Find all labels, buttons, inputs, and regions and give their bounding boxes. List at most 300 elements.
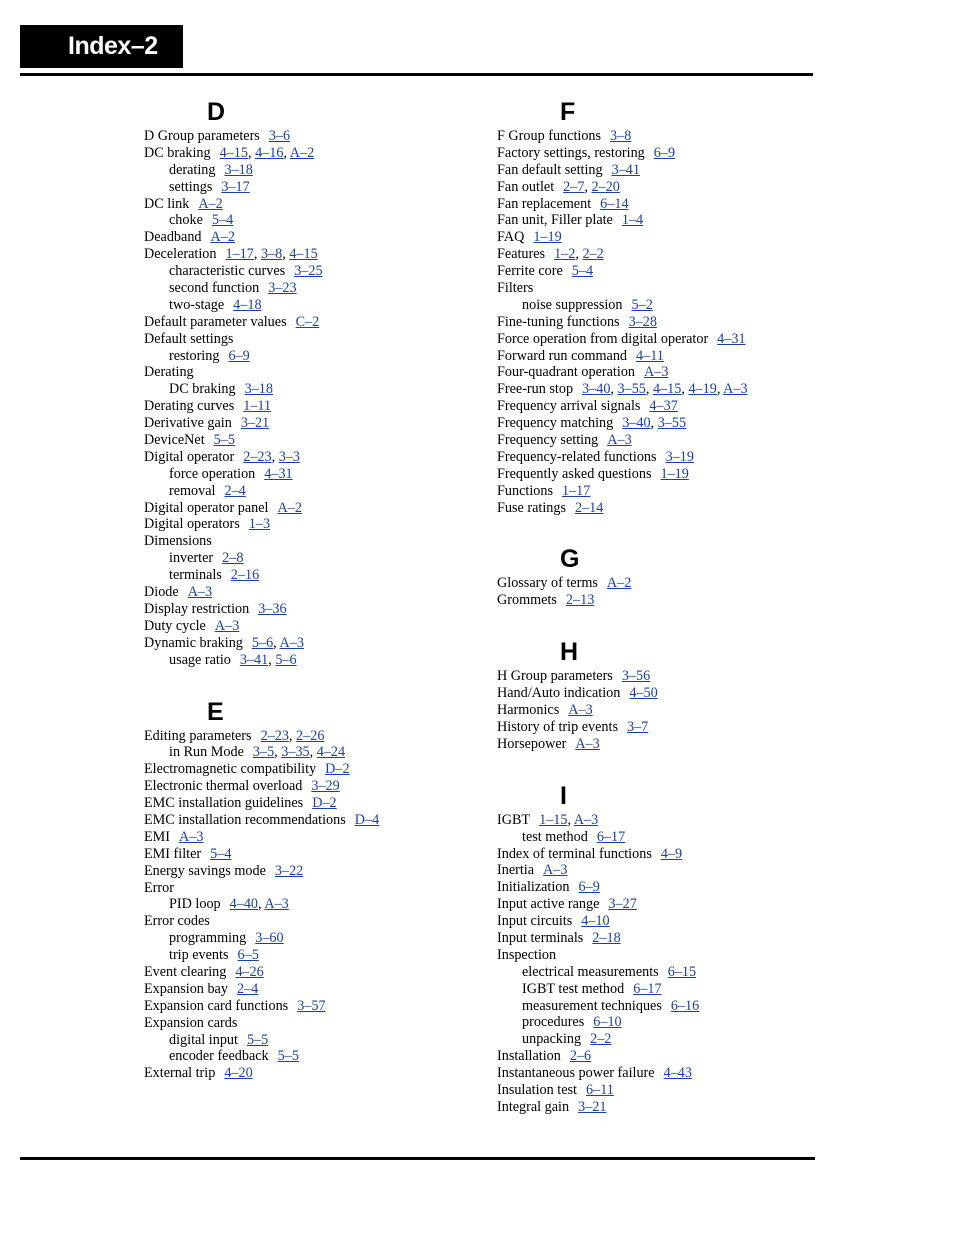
index-entry xyxy=(497,685,827,702)
index-term: Initialization xyxy=(497,879,570,896)
index-subentry: in Run Mode 3–5, 3–35, 4–24 xyxy=(169,744,346,761)
page-reference-link[interactable]: 2–7 xyxy=(563,178,585,195)
page-reference-link[interactable]: 3–21 xyxy=(578,1098,607,1115)
index-term: procedures xyxy=(522,1014,585,1031)
index-term: Hand/Auto indication xyxy=(497,685,621,702)
page-reference-link[interactable]: 4–15 xyxy=(219,144,248,161)
page-reference-link[interactable]: 1–17 xyxy=(225,246,254,263)
page-reference-link[interactable]: 1–15 xyxy=(539,811,568,828)
index-term: DC braking xyxy=(144,144,211,161)
page-reference-link[interactable]: 3–60 xyxy=(255,930,284,947)
page-reference-link[interactable]: 5–4 xyxy=(211,212,234,229)
index-term: Default settings xyxy=(144,330,234,347)
index-entry xyxy=(497,263,827,280)
index-term: Dimensions xyxy=(144,533,212,550)
index-entry xyxy=(497,348,827,365)
index-subentry xyxy=(144,483,474,500)
index-term: D Group parameters xyxy=(144,128,260,144)
page-reference-link[interactable]: 6–17 xyxy=(633,980,662,997)
page-reference-link[interactable]: D–2 xyxy=(325,761,350,778)
page-reference-link[interactable]: 3–56 xyxy=(621,668,651,685)
index-entry xyxy=(144,863,474,880)
page-reference-link[interactable]: 1–11 xyxy=(243,398,272,415)
section-letter-i: I xyxy=(560,781,567,810)
page-reference-link[interactable]: 4–24 xyxy=(316,744,346,761)
section-letter-e: E xyxy=(207,697,224,726)
page-reference-link[interactable]: A–3 xyxy=(573,811,599,828)
index-entry xyxy=(144,500,474,517)
index-term: Frequently asked questions xyxy=(497,465,652,482)
index-entry xyxy=(497,702,827,719)
index-entry xyxy=(144,314,474,331)
page-reference-link[interactable]: 2–8 xyxy=(222,550,244,567)
index-term: IGBT test method xyxy=(522,980,625,997)
section-letter-d: D xyxy=(207,98,226,126)
index-entry xyxy=(497,364,827,381)
page-reference-link[interactable]: 2–23 xyxy=(260,727,289,744)
index-term: Fine-tuning functions xyxy=(497,313,620,330)
page-reference-link[interactable]: 2–23 xyxy=(243,448,272,465)
index-term: settings xyxy=(169,178,213,195)
page-reference-link[interactable]: 3–41 xyxy=(611,161,640,178)
index-entry: Editing parameters 2–23, 2–26 xyxy=(144,727,325,744)
index-term: Fan unit, Filler plate xyxy=(497,212,613,229)
index-term: External trip xyxy=(144,1065,216,1082)
page-reference-link[interactable]: A–3 xyxy=(607,432,632,449)
page-reference-link[interactable]: A–3 xyxy=(179,828,204,845)
index-term: EMC installation guidelines xyxy=(144,795,304,812)
index-entry xyxy=(497,592,827,609)
index-entry xyxy=(144,128,474,145)
page-reference-link[interactable]: 4–15 xyxy=(652,381,682,398)
page-reference-link[interactable]: 2–20 xyxy=(591,178,620,195)
page-reference-link[interactable]: 3–35 xyxy=(281,744,310,761)
page-reference-link[interactable]: A–3 xyxy=(568,702,593,719)
index-entry xyxy=(144,364,474,381)
page-reference-link[interactable]: 3–18 xyxy=(224,161,253,178)
index-term: characteristic curves xyxy=(169,263,286,280)
page-reference-link[interactable]: A–2 xyxy=(289,144,315,161)
index-entry xyxy=(144,913,474,930)
page-reference-link[interactable]: A–3 xyxy=(214,617,240,634)
index-entry xyxy=(144,829,474,846)
index-term: Expansion bay xyxy=(144,980,228,997)
page-reference-link[interactable]: 4–10 xyxy=(581,913,610,930)
page-reference-link[interactable]: 2–4 xyxy=(224,482,246,499)
page-reference-link[interactable]: A–3 xyxy=(644,364,669,381)
index-entry xyxy=(144,880,474,897)
index-term: Features xyxy=(497,246,546,263)
page-reference-link[interactable]: 3–19 xyxy=(665,448,694,465)
page-reference-link[interactable]: 2–6 xyxy=(569,1048,592,1065)
page-reference-link[interactable]: 4–19 xyxy=(688,381,717,398)
index-entry xyxy=(497,575,827,592)
page-reference-link[interactable]: 5–5 xyxy=(277,1048,299,1065)
index-entry xyxy=(144,584,474,601)
index-subentry xyxy=(144,567,474,584)
index-subentry xyxy=(144,280,474,297)
page-reference-link[interactable]: 3–6 xyxy=(268,128,291,144)
index-subentry xyxy=(497,1031,827,1048)
index-entry xyxy=(497,1099,827,1116)
index-term: Event clearing xyxy=(144,963,227,980)
index-entry xyxy=(497,432,827,449)
index-term: electrical measurements xyxy=(522,963,659,980)
index-term: Input active range xyxy=(497,896,600,913)
index-column-left xyxy=(144,97,474,1082)
page-reference-link[interactable]: A–3 xyxy=(543,862,568,879)
page-reference-link[interactable]: 6–14 xyxy=(600,195,629,212)
page-reference-link[interactable]: 6–5 xyxy=(237,947,259,964)
page-reference-link[interactable]: 1–4 xyxy=(621,212,644,229)
page-reference-link[interactable]: 4–15 xyxy=(289,246,318,263)
index-column-right xyxy=(497,97,827,1116)
index-term: DeviceNet xyxy=(144,432,205,449)
index-term: Derating xyxy=(144,364,194,381)
index-term: IGBT xyxy=(497,811,531,828)
page-reference-link[interactable]: A–2 xyxy=(210,229,235,246)
index-term: derating xyxy=(169,161,216,178)
page-reference-link[interactable]: 3–25 xyxy=(294,263,323,280)
page-reference-link[interactable]: 2–13 xyxy=(565,592,595,609)
index-term: FAQ xyxy=(497,229,525,246)
index-entry xyxy=(144,331,474,348)
page-reference-link[interactable]: A–3 xyxy=(723,381,748,398)
index-term: Index of terminal functions xyxy=(497,845,652,862)
index-term: Factory settings, restoring xyxy=(497,144,645,161)
page-reference-link[interactable]: 3–7 xyxy=(626,718,649,735)
index-term: test method xyxy=(522,828,588,845)
index-subentry xyxy=(497,998,827,1015)
index-term: Functions xyxy=(497,482,553,499)
index-term: trip events xyxy=(169,947,229,964)
index-term: force operation xyxy=(169,465,256,482)
index-term: measurement techniques xyxy=(522,997,662,1014)
index-entry xyxy=(497,212,827,229)
index-entry: Digital operator 2–23, 3–3 xyxy=(144,448,300,465)
index-subentry: usage ratio 3–41, 5–6 xyxy=(169,651,297,668)
index-entry xyxy=(144,846,474,863)
index-term: Input terminals xyxy=(497,929,584,946)
page-reference-link[interactable]: 4–37 xyxy=(649,398,678,415)
index-entry: Features 1–2, 2–2 xyxy=(497,246,604,263)
page-reference-link[interactable]: 3–29 xyxy=(311,778,340,795)
index-entry xyxy=(497,1082,827,1099)
index-entry xyxy=(144,398,474,415)
page-reference-link[interactable]: D–4 xyxy=(354,811,380,828)
index-entry xyxy=(144,1015,474,1032)
index-entry xyxy=(497,1065,827,1082)
index-term: removal xyxy=(169,482,216,499)
index-term: in Run Mode xyxy=(169,744,244,761)
index-entry xyxy=(144,533,474,550)
index-subentry xyxy=(144,466,474,483)
page-reference-link[interactable]: 2–16 xyxy=(230,567,260,584)
index-term: Electronic thermal overload xyxy=(144,778,303,795)
index-term: Electromagnetic compatibility xyxy=(144,761,317,778)
page-reference-link[interactable]: 4–43 xyxy=(663,1065,692,1082)
index-term: Frequency-related functions xyxy=(497,448,657,465)
index-entry: Deceleration 1–17, 3–8, 4–15 xyxy=(144,246,318,263)
page-reference-link[interactable]: 4–16 xyxy=(255,144,284,161)
index-term: Frequency arrival signals xyxy=(497,398,641,415)
page-reference-link[interactable]: 2–26 xyxy=(296,727,325,744)
page-reference-link[interactable]: 1–19 xyxy=(533,229,562,246)
section-letter-h: H xyxy=(560,638,579,667)
page-reference-link[interactable]: 1–19 xyxy=(660,465,689,482)
page-reference-link[interactable]: 5–5 xyxy=(213,432,235,449)
index-term: Derivative gain xyxy=(144,415,232,432)
page-reference-link[interactable]: 4–20 xyxy=(224,1065,253,1082)
page-reference-link[interactable]: 3–57 xyxy=(297,997,326,1014)
page-title: Index–2 xyxy=(68,32,158,60)
index-entry xyxy=(497,930,827,947)
page-reference-link[interactable]: 3–8 xyxy=(260,246,283,263)
index-entry xyxy=(497,846,827,863)
page-reference-link[interactable]: 5–4 xyxy=(571,263,594,280)
index-entry xyxy=(144,1065,474,1082)
index-subentry xyxy=(497,964,827,981)
index-term: restoring xyxy=(169,347,220,364)
index-entry xyxy=(144,964,474,981)
page-reference-link[interactable]: 4–9 xyxy=(660,845,683,862)
index-term: Fan default setting xyxy=(497,161,603,178)
index-subentry xyxy=(497,1014,827,1031)
page-reference-link[interactable]: A–3 xyxy=(279,634,304,651)
index-term: Grommets xyxy=(497,592,557,609)
page-reference-link[interactable]: 3–3 xyxy=(278,448,300,465)
index-subentry xyxy=(144,263,474,280)
page-reference-link[interactable]: 1–3 xyxy=(248,516,271,533)
index-term: noise suppression xyxy=(522,296,623,313)
index-term: terminals xyxy=(169,567,222,584)
page-reference-link[interactable]: A–2 xyxy=(198,195,223,212)
index-entry xyxy=(497,466,827,483)
page-reference-link[interactable]: 3–55 xyxy=(657,415,687,432)
index-entry xyxy=(497,862,827,879)
index-entry xyxy=(497,280,827,297)
index-subentry xyxy=(144,162,474,179)
index-term: Duty cycle xyxy=(144,617,206,634)
index-term: choke xyxy=(169,212,203,229)
index-term: Diode xyxy=(144,584,179,601)
page-reference-link[interactable]: 3–27 xyxy=(608,896,637,913)
section-letter-g: G xyxy=(560,545,580,574)
page-reference-link[interactable]: 6–9 xyxy=(578,879,600,896)
page-reference-link[interactable]: 4–31 xyxy=(264,465,293,482)
index-entry xyxy=(144,778,474,795)
index-term: Digital operators xyxy=(144,516,240,533)
index-entry xyxy=(144,432,474,449)
index-entry xyxy=(144,196,474,213)
page-reference-link[interactable]: 6–11 xyxy=(586,1081,614,1098)
page-reference-link[interactable]: D–2 xyxy=(312,795,337,812)
index-term: Inspection xyxy=(497,946,557,963)
page-reference-link[interactable]: 3–55 xyxy=(617,381,646,398)
index-term: Error codes xyxy=(144,913,210,930)
index-term: Fuse ratings xyxy=(497,499,566,516)
index-term: DC braking xyxy=(169,381,236,398)
page-reference-link[interactable]: 3–17 xyxy=(221,178,250,195)
index-entry xyxy=(144,981,474,998)
index-subentry: PID loop 4–40, A–3 xyxy=(169,896,289,913)
page-reference-link[interactable]: 2–18 xyxy=(592,929,621,946)
index-subentry xyxy=(144,381,474,398)
page-reference-link[interactable]: 5–6 xyxy=(251,634,274,651)
index-entry xyxy=(497,913,827,930)
index-subentry xyxy=(497,297,827,314)
index-term: programming xyxy=(169,930,247,947)
index-subentry xyxy=(144,348,474,365)
index-subentry xyxy=(144,297,474,314)
top-divider xyxy=(20,73,813,76)
page-reference-link[interactable]: 3–23 xyxy=(268,280,297,297)
index-term: Display restriction xyxy=(144,600,250,617)
index-entry xyxy=(144,761,474,778)
page-reference-link[interactable]: 5–5 xyxy=(246,1031,269,1048)
index-term: EMI xyxy=(144,828,171,845)
page-reference-link[interactable]: 6–16 xyxy=(670,997,700,1014)
page-reference-link[interactable]: 3–22 xyxy=(274,862,304,879)
index-term: History of trip events xyxy=(497,718,618,735)
page-reference-link[interactable]: 3–40 xyxy=(582,381,611,398)
index-term: usage ratio xyxy=(169,651,231,668)
page-reference-link[interactable]: 1–17 xyxy=(561,482,591,499)
page-reference-link[interactable]: 3–5 xyxy=(252,744,275,761)
index-term: Glossary of terms xyxy=(497,575,598,592)
page-reference-link[interactable]: 3–28 xyxy=(628,313,657,330)
index-entry xyxy=(497,162,827,179)
page-reference-link[interactable]: 2–2 xyxy=(590,1031,612,1048)
index-entry xyxy=(497,879,827,896)
index-entry xyxy=(144,415,474,432)
index-entry xyxy=(144,601,474,618)
index-entry xyxy=(497,145,827,162)
index-subentry xyxy=(497,981,827,998)
bottom-divider xyxy=(20,1157,815,1160)
index-term: H Group parameters xyxy=(497,668,613,685)
index-term: Digital operator panel xyxy=(144,499,269,516)
index-term: Harmonics xyxy=(497,702,560,719)
index-entry xyxy=(497,736,827,753)
index-term: Force operation from digital operator xyxy=(497,330,709,347)
page-reference-link[interactable]: A–2 xyxy=(277,499,302,516)
page-reference-link[interactable]: 5–6 xyxy=(275,651,297,668)
page-reference-link[interactable]: 6–9 xyxy=(228,347,250,364)
page-reference-link[interactable]: 4–18 xyxy=(233,296,262,313)
index-term: Dynamic braking xyxy=(144,634,243,651)
index-entry xyxy=(497,483,827,500)
index-entry xyxy=(497,331,827,348)
index-entry xyxy=(497,314,827,331)
index-entry xyxy=(497,947,827,964)
section-letter-f: F xyxy=(560,98,576,126)
index-term: Frequency matching xyxy=(497,415,614,432)
index-entry: IGBT 1–15, A–3 xyxy=(497,811,599,828)
page-reference-link[interactable]: 3–36 xyxy=(258,600,287,617)
index-term: Ferrite core xyxy=(497,263,563,280)
index-entry xyxy=(144,516,474,533)
index-term: Deceleration xyxy=(144,246,217,263)
index-term: Energy savings mode xyxy=(144,862,266,879)
page-reference-link[interactable]: 4–11 xyxy=(636,347,664,364)
index-entry: Frequency matching 3–40, 3–55 xyxy=(497,415,687,432)
page-reference-link[interactable]: 6–15 xyxy=(667,963,697,980)
page-reference-link[interactable]: 3–41 xyxy=(239,651,269,668)
page-reference-link[interactable]: 6–9 xyxy=(653,144,676,161)
index-term: Integral gain xyxy=(497,1098,570,1115)
page-reference-link[interactable]: 2–14 xyxy=(574,499,604,516)
page-reference-link[interactable]: 4–31 xyxy=(717,330,746,347)
index-entry xyxy=(497,398,827,415)
index-subentry xyxy=(144,930,474,947)
page-reference-link[interactable]: 2–2 xyxy=(582,246,604,263)
index-subentry xyxy=(144,212,474,229)
index-term: Editing parameters xyxy=(144,727,252,744)
index-term: EMC installation recommendations xyxy=(144,811,346,828)
index-term: Derating curves xyxy=(144,398,235,415)
page-reference-link[interactable]: 4–50 xyxy=(629,685,658,702)
index-term: Forward run command xyxy=(497,347,628,364)
page-reference-link[interactable]: 4–40 xyxy=(229,896,259,913)
index-entry xyxy=(144,229,474,246)
index-term: Frequency setting xyxy=(497,432,599,449)
page-reference-link[interactable]: 6–10 xyxy=(593,1014,622,1031)
page-reference-link[interactable]: 3–40 xyxy=(622,415,651,432)
index-term: Insulation test xyxy=(497,1081,577,1098)
page-reference-link[interactable]: 3–18 xyxy=(244,381,273,398)
index-term: PID loop xyxy=(169,896,221,913)
index-term: Expansion cards xyxy=(144,1014,238,1031)
page-reference-link[interactable]: A–3 xyxy=(187,584,213,601)
index-term: Expansion card functions xyxy=(144,997,289,1014)
index-entry xyxy=(144,795,474,812)
index-entry xyxy=(497,128,827,145)
index-entry xyxy=(144,998,474,1015)
page-reference-link[interactable]: 2–4 xyxy=(236,980,259,997)
page-reference-link[interactable]: A–3 xyxy=(575,735,600,752)
index-entry: Dynamic braking 5–6, A–3 xyxy=(144,634,304,651)
page-reference-link[interactable]: A–2 xyxy=(606,575,632,592)
index-entry xyxy=(497,449,827,466)
index-term: Input circuits xyxy=(497,913,573,930)
index-entry: Free-run stop 3–40, 3–55, 4–15, 4–19, A–3 xyxy=(497,381,748,398)
page-reference-link[interactable]: 3–21 xyxy=(240,415,270,432)
page-reference-link[interactable]: 3–8 xyxy=(610,128,632,144)
page-title-tab xyxy=(20,25,183,68)
page-reference-link[interactable]: 5–2 xyxy=(631,296,653,313)
index-term: Four-quadrant operation xyxy=(497,364,636,381)
index-entry xyxy=(497,229,827,246)
page-reference-link[interactable]: A–3 xyxy=(264,896,289,913)
index-subentry xyxy=(144,550,474,567)
page-reference-link[interactable]: 5–4 xyxy=(210,845,232,862)
index-term: Fan replacement xyxy=(497,195,592,212)
index-term: Error xyxy=(144,879,174,896)
index-term: Installation xyxy=(497,1048,561,1065)
page-reference-link[interactable]: 4–26 xyxy=(235,963,264,980)
index-subentry xyxy=(144,179,474,196)
page-reference-link[interactable]: 1–2 xyxy=(554,246,576,263)
index-subentry xyxy=(144,1032,474,1049)
index-term: Deadband xyxy=(144,229,202,246)
index-entry xyxy=(144,812,474,829)
page-reference-link[interactable]: C–2 xyxy=(295,313,320,330)
page-reference-link[interactable]: 6–17 xyxy=(596,828,626,845)
index-term: Default parameter values xyxy=(144,313,287,330)
index-term: digital input xyxy=(169,1031,238,1048)
index-subentry xyxy=(497,829,827,846)
